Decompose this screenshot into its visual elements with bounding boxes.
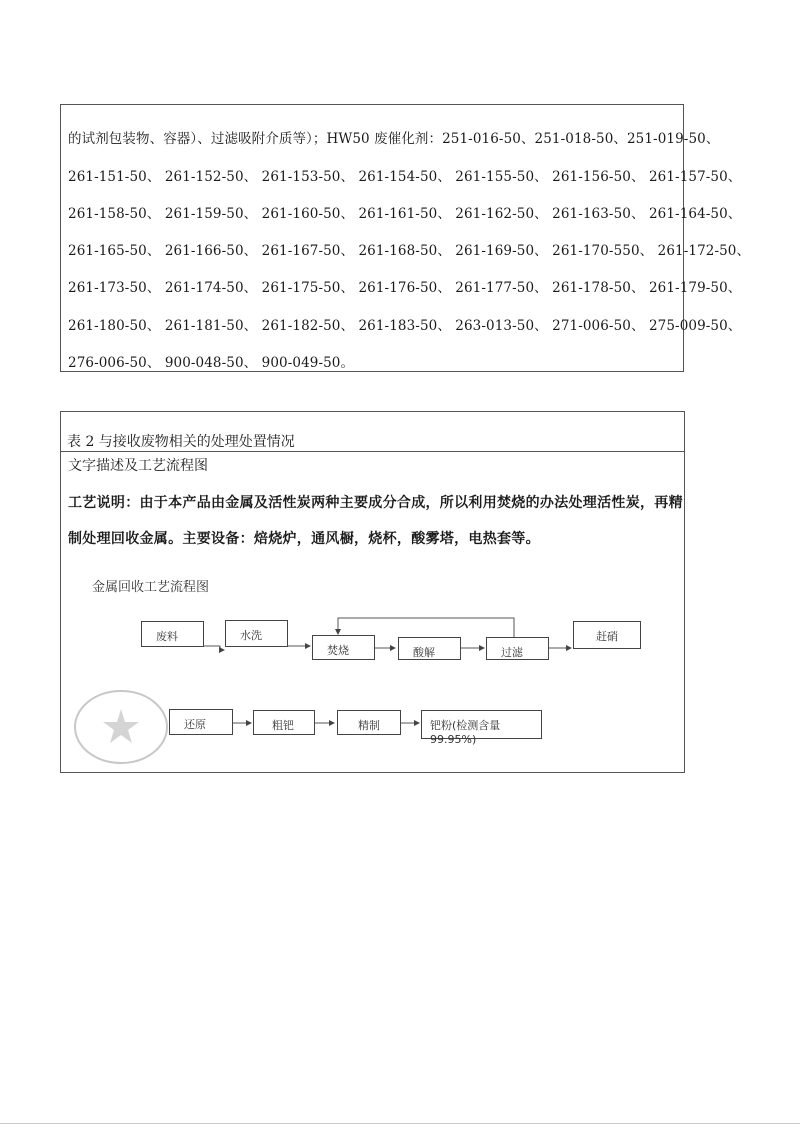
company-seal-stamp — [71, 687, 171, 767]
flow-step-waste: 废料 — [141, 621, 204, 647]
flow-step-refining: 精制 — [337, 710, 401, 735]
flow-step-crude-palladium: 粗钯 — [253, 710, 315, 735]
flow-step-palladium-powder: 钯粉(检测含量99.95%) — [421, 710, 542, 739]
waste-code-line: 261-165-50、 261-166-50、 261-167-50、 261-168-50、 261-169-50、 261-170-550、 261-172-50、 — [68, 243, 751, 259]
disposal-table — [60, 411, 685, 773]
process-description-line: 制处理回收金属。主要设备：焙烧炉，通风橱，烧杯，酸雾塔，电热套等。 — [68, 531, 540, 547]
waste-code-line: 276-006-50、 900-048-50、 900-049-50。 — [68, 355, 355, 371]
waste-code-line: 261-180-50、 261-181-50、 261-182-50、 261-183-50、 263-013-50、 271-006-50、 275-009-50、 — [68, 318, 742, 334]
waste-code-line: 261-158-50、 261-159-50、 261-160-50、 261-161-50、 261-162-50、 261-163-50、 261-164-50、 — [68, 206, 742, 222]
flow-step-denitration: 赶硝 — [573, 621, 641, 649]
flow-step-acidolysis: 酸解 — [398, 637, 461, 660]
waste-code-line: 261-173-50、 261-174-50、 261-175-50、 261-176-50、 261-177-50、 261-178-50、 261-179-50、 — [68, 280, 742, 296]
flow-step-washing: 水洗 — [225, 620, 288, 647]
flow-step-filtration: 过滤 — [486, 637, 549, 660]
table-title: 表 2 与接收废物相关的处理处置情况 — [67, 434, 295, 450]
waste-code-line: 261-151-50、 261-152-50、 261-153-50、 261-154-50、 261-155-50、 261-156-50、 261-157-50、 — [68, 169, 742, 185]
flow-step-reduction: 还原 — [169, 709, 233, 735]
waste-code-box — [60, 104, 751, 372]
process-description-line: 工艺说明：由于本产品由金属及活性炭两种主要成分合成，所以利用焚烧的办法处理活性炭，再精 — [68, 495, 683, 511]
flow-arrow — [204, 646, 224, 650]
waste-code-line: 的试剂包装物、容器）、过滤吸附介质等）；HW50 废催化剂：251-016-50、251-018-50、251-019-50、 — [68, 131, 720, 147]
page-bottom-rule — [0, 1123, 800, 1124]
flow-step-incineration: 焚烧 — [312, 635, 375, 660]
section-subheading: 文字描述及工艺流程图 — [68, 458, 208, 474]
flowchart-title: 金属回收工艺流程图 — [92, 580, 210, 595]
